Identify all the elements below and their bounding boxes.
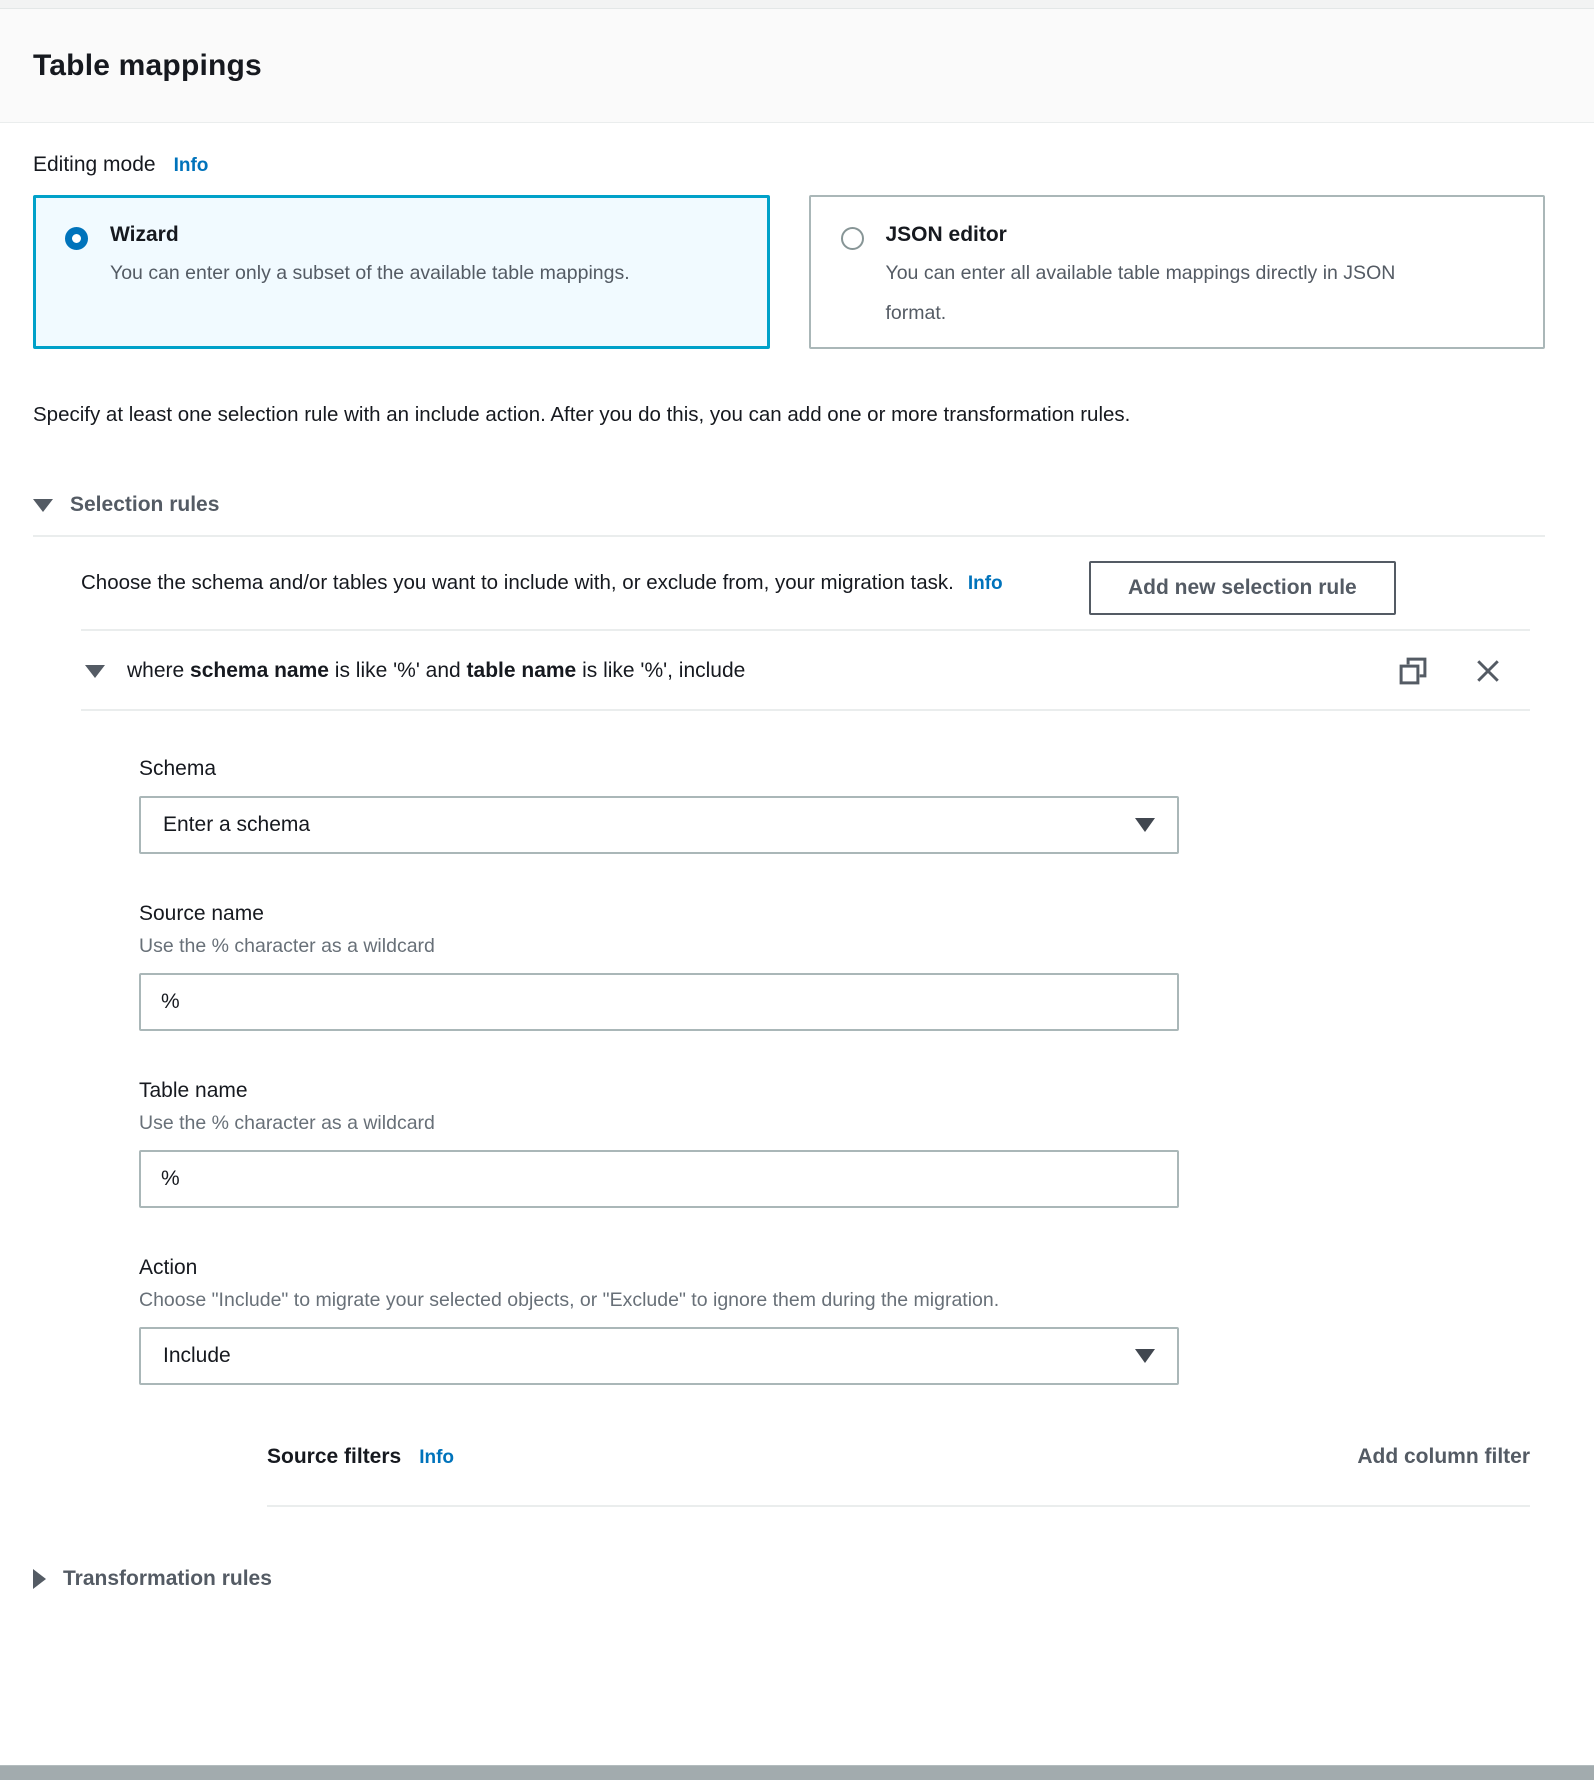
panel-content xyxy=(0,123,1594,1591)
source-name-field-group xyxy=(139,902,1545,1031)
wizard-title: Wizard xyxy=(110,223,179,246)
editing-mode-row xyxy=(33,153,1545,177)
editing-mode-tiles xyxy=(33,195,1545,349)
rule-summary xyxy=(127,659,745,683)
table-name-label: Table name xyxy=(139,1079,248,1102)
editing-mode-info-link[interactable]: Info xyxy=(173,155,209,176)
rule-summary-table-name: table name xyxy=(466,659,577,682)
transformation-rules-toggle[interactable] xyxy=(33,1567,1545,1591)
rule-summary-part: is like '%', include xyxy=(576,659,746,682)
table-name-hint: Use the % character as a wildcard xyxy=(139,1112,435,1134)
schema-field-group xyxy=(139,757,1545,854)
close-icon xyxy=(1475,658,1501,684)
selection-rule-header xyxy=(81,631,1545,709)
caret-down-icon xyxy=(1135,818,1155,832)
wizard-tile[interactable] xyxy=(33,195,770,349)
table-name-input[interactable] xyxy=(139,1150,1179,1208)
json-editor-tile-text xyxy=(886,223,1431,333)
intro-text: Specify at least one selection rule with an include action. After you do this, you can add one or more transformation rules. xyxy=(33,403,1131,426)
wizard-description: You can enter only a subset of the available table mappings. xyxy=(110,262,630,284)
rule-summary-part: is like '%' and xyxy=(328,659,467,682)
json-editor-title: JSON editor xyxy=(885,223,1007,246)
rule-actions xyxy=(1399,657,1545,685)
selection-rules-desc-row xyxy=(81,561,1545,615)
json-editor-tile[interactable] xyxy=(809,195,1546,349)
remove-rule-button[interactable] xyxy=(1475,658,1501,684)
source-filters-title: Source filters xyxy=(267,1445,402,1468)
selection-rule-form xyxy=(81,757,1545,1507)
schema-select[interactable] xyxy=(139,796,1179,854)
json-editor-description: You can enter all available table mappings directly in JSON format. xyxy=(885,262,1396,324)
json-editor-radio[interactable] xyxy=(841,227,864,250)
selection-rules-description xyxy=(81,561,1081,606)
duplicate-rule-button[interactable] xyxy=(1399,657,1427,685)
page-background-strip xyxy=(0,0,1594,8)
schema-label: Schema xyxy=(139,757,217,780)
action-select[interactable] xyxy=(139,1327,1179,1385)
rule-caret-down-icon[interactable] xyxy=(85,665,105,678)
add-column-filter-button[interactable]: Add column filter xyxy=(1357,1445,1530,1468)
caret-down-icon xyxy=(33,499,53,512)
wizard-radio[interactable] xyxy=(65,227,88,250)
caret-down-icon xyxy=(1135,1349,1155,1363)
source-filters-info-link[interactable]: Info xyxy=(419,1447,455,1468)
selection-rules-info-link[interactable]: Info xyxy=(967,573,1003,594)
schema-select-value: Enter a schema xyxy=(163,813,311,836)
selection-rules-toggle[interactable] xyxy=(33,493,1545,517)
editing-mode-label: Editing mode xyxy=(33,153,156,176)
selection-rules-description-text: Choose the schema and/or tables you want to include with, or exclude from, your migration task. xyxy=(81,571,954,594)
selection-rules-body xyxy=(33,561,1545,1507)
panel-header xyxy=(0,8,1594,123)
transformation-rules-title: Transformation rules xyxy=(63,1567,272,1590)
source-filters-row xyxy=(267,1445,1530,1469)
rule-summary-schema-name: schema name xyxy=(190,659,329,682)
divider xyxy=(267,1505,1530,1507)
action-field-group xyxy=(139,1256,1545,1385)
bottom-panel-edge xyxy=(0,1765,1594,1780)
rule-summary-part: where xyxy=(127,659,191,682)
divider xyxy=(81,709,1530,711)
copy-icon xyxy=(1399,657,1427,685)
wizard-tile-text xyxy=(110,223,630,293)
page-title: Table mappings xyxy=(33,48,262,82)
section-divider xyxy=(33,535,1545,537)
table-name-field-group xyxy=(139,1079,1545,1208)
action-label: Action xyxy=(139,1256,198,1279)
selection-rules-title: Selection rules xyxy=(70,493,220,516)
caret-right-icon xyxy=(33,1569,46,1589)
add-new-selection-rule-button[interactable]: Add new selection rule xyxy=(1089,561,1396,615)
source-name-label: Source name xyxy=(139,902,264,925)
source-name-input[interactable] xyxy=(139,973,1179,1031)
action-hint: Choose "Include" to migrate your selected objects, or "Exclude" to ignore them during the migration. xyxy=(139,1289,1000,1311)
source-name-hint: Use the % character as a wildcard xyxy=(139,935,435,957)
action-select-value: Include xyxy=(163,1344,231,1367)
